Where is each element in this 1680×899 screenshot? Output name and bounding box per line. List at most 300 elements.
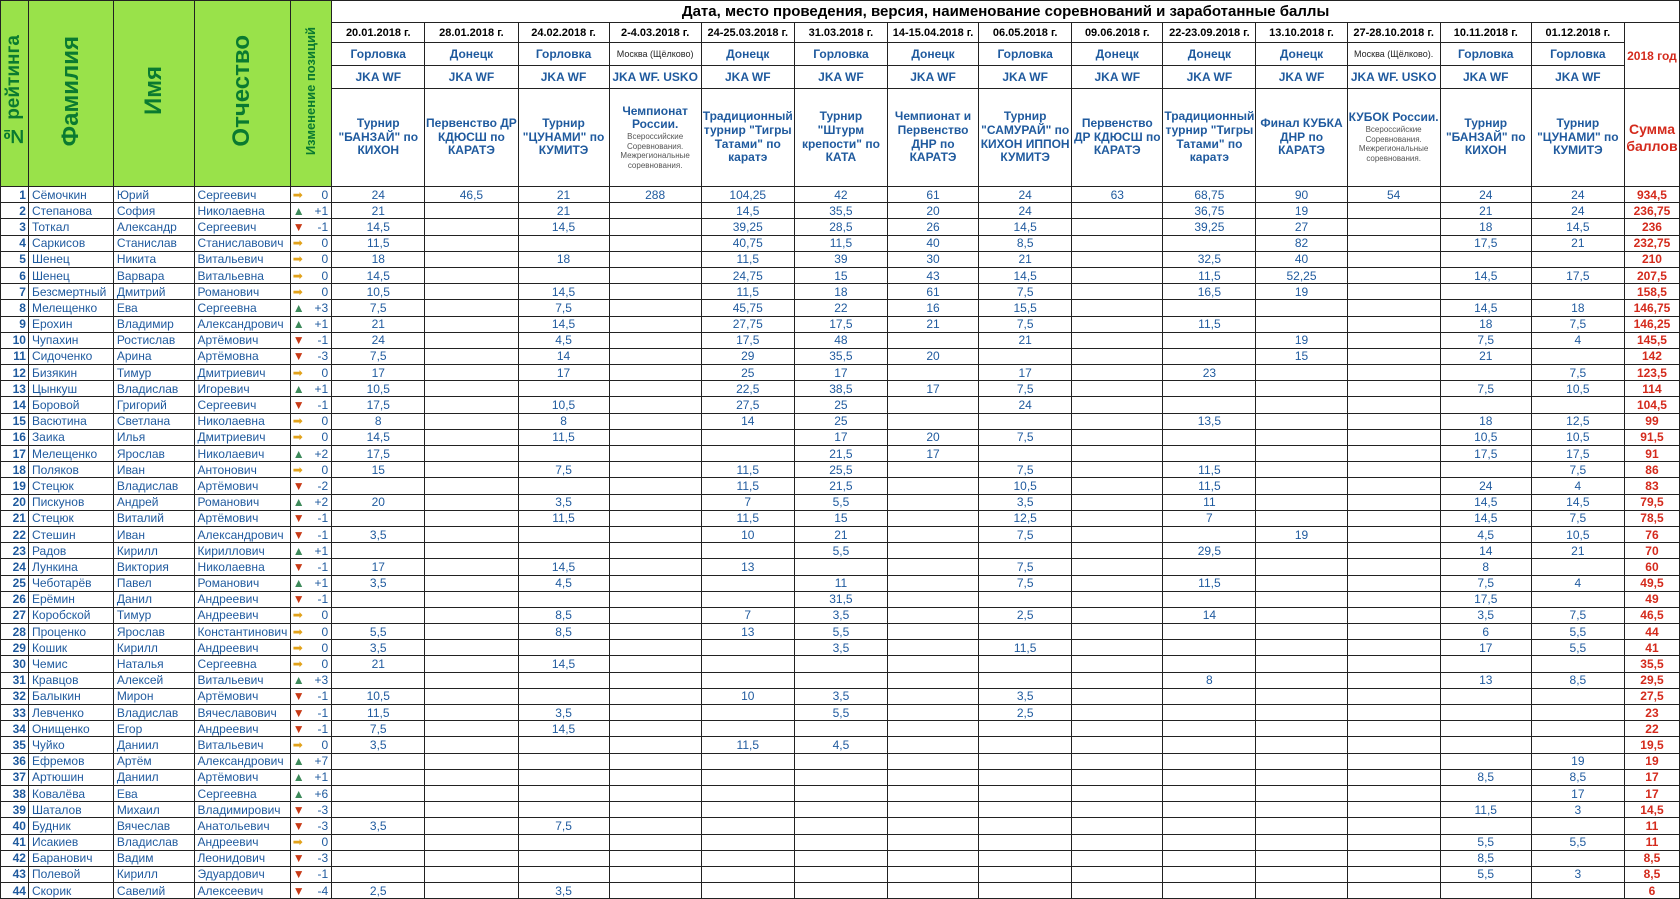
total-cell[interactable]: 17 [1624, 785, 1679, 801]
score-cell[interactable] [425, 446, 518, 462]
rank-cell[interactable]: 24 [1, 559, 29, 575]
score-cell[interactable]: 19 [1256, 284, 1347, 300]
name-cell[interactable]: Александр [113, 219, 194, 235]
patronymic-cell[interactable]: Витальевич [194, 737, 290, 753]
score-cell[interactable]: 11,5 [1440, 802, 1531, 818]
patronymic-cell[interactable]: Антонович [194, 462, 290, 478]
score-cell[interactable] [425, 591, 518, 607]
score-cell[interactable] [609, 866, 701, 882]
score-cell[interactable] [518, 688, 609, 704]
score-cell[interactable] [425, 413, 518, 429]
total-cell[interactable]: 145,5 [1624, 332, 1679, 348]
score-cell[interactable] [1072, 316, 1163, 332]
competition-name[interactable] [518, 89, 609, 187]
score-cell[interactable] [1347, 802, 1440, 818]
score-cell[interactable] [1072, 607, 1163, 623]
score-cell[interactable] [1347, 462, 1440, 478]
total-cell[interactable]: 41 [1624, 640, 1679, 656]
score-cell[interactable]: 2,5 [332, 883, 425, 899]
change-cell[interactable] [290, 267, 331, 283]
score-cell[interactable] [609, 332, 701, 348]
score-cell[interactable] [609, 251, 701, 267]
score-cell[interactable]: 29,5 [1163, 543, 1256, 559]
change-cell[interactable] [290, 478, 331, 494]
score-cell[interactable] [1072, 559, 1163, 575]
surname-cell[interactable]: Саркисов [28, 235, 113, 251]
surname-cell[interactable]: Исакиев [28, 834, 113, 850]
surname-cell[interactable]: Ерёмин [28, 591, 113, 607]
score-cell[interactable]: 14,5 [518, 284, 609, 300]
score-cell[interactable]: 39,25 [701, 219, 794, 235]
score-cell[interactable]: 27,5 [701, 397, 794, 413]
score-cell[interactable]: 27 [1256, 219, 1347, 235]
score-cell[interactable]: 14,5 [1440, 267, 1531, 283]
patronymic-cell[interactable]: Владимирович [194, 802, 290, 818]
score-cell[interactable] [1440, 705, 1531, 721]
score-cell[interactable] [1531, 688, 1624, 704]
table-title[interactable]: Дата, место проведения, версия, наименование соревнований и заработанные баллы [332, 1, 1680, 23]
change-cell[interactable] [290, 510, 331, 526]
score-cell[interactable] [425, 332, 518, 348]
patronymic-cell[interactable]: Артёмовна [194, 348, 290, 364]
score-cell[interactable]: 17 [1531, 785, 1624, 801]
score-cell[interactable]: 18 [332, 251, 425, 267]
score-cell[interactable]: 10,5 [332, 381, 425, 397]
patronymic-cell[interactable]: Николаевич [194, 446, 290, 462]
score-cell[interactable] [888, 656, 979, 672]
patronymic-cell[interactable]: Андреевич [194, 721, 290, 737]
score-cell[interactable]: 14,5 [701, 203, 794, 219]
score-cell[interactable]: 14,5 [518, 656, 609, 672]
score-cell[interactable] [701, 656, 794, 672]
score-cell[interactable]: 17 [888, 446, 979, 462]
score-cell[interactable]: 5,5 [794, 543, 887, 559]
score-cell[interactable]: 4 [1531, 478, 1624, 494]
score-cell[interactable]: 2,5 [979, 607, 1072, 623]
score-cell[interactable]: 4,5 [794, 737, 887, 753]
score-cell[interactable] [609, 834, 701, 850]
surname-cell[interactable]: Мелещенко [28, 300, 113, 316]
score-cell[interactable]: 17,5 [1440, 591, 1531, 607]
name-cell[interactable]: Вячеслав [113, 818, 194, 834]
rank-cell[interactable]: 39 [1, 802, 29, 818]
score-cell[interactable]: 39 [794, 251, 887, 267]
score-cell[interactable] [1163, 235, 1256, 251]
competition-city[interactable]: Донецк [888, 43, 979, 66]
score-cell[interactable]: 8,5 [1440, 850, 1531, 866]
patronymic-cell[interactable]: Андреевич [194, 834, 290, 850]
score-cell[interactable]: 21 [1531, 235, 1624, 251]
score-cell[interactable]: 3,5 [332, 575, 425, 591]
rank-cell[interactable]: 40 [1, 818, 29, 834]
total-cell[interactable]: 8,5 [1624, 866, 1679, 882]
score-cell[interactable]: 21,5 [794, 446, 887, 462]
score-cell[interactable]: 104,25 [701, 187, 794, 203]
surname-cell[interactable]: Шенец [28, 251, 113, 267]
score-cell[interactable] [1163, 656, 1256, 672]
score-cell[interactable] [1347, 753, 1440, 769]
score-cell[interactable]: 25 [794, 397, 887, 413]
score-cell[interactable] [1163, 559, 1256, 575]
change-cell[interactable] [290, 656, 331, 672]
rank-cell[interactable]: 33 [1, 705, 29, 721]
score-cell[interactable] [425, 526, 518, 542]
score-cell[interactable] [425, 640, 518, 656]
score-cell[interactable] [1347, 672, 1440, 688]
competition-version[interactable]: JKA WF. USKO [609, 66, 701, 89]
score-cell[interactable] [979, 591, 1072, 607]
score-cell[interactable] [1072, 883, 1163, 899]
score-cell[interactable] [1072, 332, 1163, 348]
total-cell[interactable]: 104,5 [1624, 397, 1679, 413]
score-cell[interactable]: 25,5 [794, 462, 887, 478]
score-cell[interactable] [1256, 818, 1347, 834]
score-cell[interactable]: 18 [1531, 300, 1624, 316]
surname-cell[interactable]: Боровой [28, 397, 113, 413]
score-cell[interactable] [888, 769, 979, 785]
score-cell[interactable] [425, 866, 518, 882]
rank-cell[interactable]: 10 [1, 332, 29, 348]
score-cell[interactable] [794, 721, 887, 737]
rank-cell[interactable]: 20 [1, 494, 29, 510]
score-cell[interactable] [1256, 688, 1347, 704]
total-cell[interactable]: 78,5 [1624, 510, 1679, 526]
score-cell[interactable]: 7,5 [1531, 607, 1624, 623]
score-cell[interactable] [1440, 753, 1531, 769]
score-cell[interactable] [609, 575, 701, 591]
total-cell[interactable]: 19 [1624, 753, 1679, 769]
score-cell[interactable] [1072, 753, 1163, 769]
surname-cell[interactable]: Артюшин [28, 769, 113, 785]
competition-name[interactable] [1163, 89, 1256, 187]
score-cell[interactable]: 5,5 [1531, 834, 1624, 850]
score-cell[interactable] [1256, 316, 1347, 332]
score-cell[interactable] [609, 365, 701, 381]
score-cell[interactable]: 7,5 [979, 526, 1072, 542]
surname-cell[interactable]: Шенец [28, 267, 113, 283]
change-cell[interactable] [290, 251, 331, 267]
score-cell[interactable] [979, 818, 1072, 834]
score-cell[interactable] [1440, 785, 1531, 801]
patronymic-cell[interactable]: Анатольевич [194, 818, 290, 834]
change-cell[interactable] [290, 591, 331, 607]
competition-date[interactable]: 24.02.2018 г. [518, 23, 609, 43]
name-cell[interactable]: Варвара [113, 267, 194, 283]
score-cell[interactable] [1163, 526, 1256, 542]
score-cell[interactable]: 24 [979, 203, 1072, 219]
score-cell[interactable] [1256, 672, 1347, 688]
name-cell[interactable]: Михаил [113, 802, 194, 818]
competition-date[interactable]: 27-28.10.2018 г. [1347, 23, 1440, 43]
score-cell[interactable] [1347, 381, 1440, 397]
score-cell[interactable]: 21 [1440, 348, 1531, 364]
name-cell[interactable]: Иван [113, 462, 194, 478]
rank-cell[interactable]: 17 [1, 446, 29, 462]
score-cell[interactable] [888, 575, 979, 591]
score-cell[interactable] [1072, 267, 1163, 283]
total-cell[interactable]: 49,5 [1624, 575, 1679, 591]
score-cell[interactable]: 10,5 [332, 688, 425, 704]
score-cell[interactable] [1347, 850, 1440, 866]
score-cell[interactable]: 35,5 [794, 348, 887, 364]
score-cell[interactable]: 46,5 [425, 187, 518, 203]
score-cell[interactable]: 63 [1072, 187, 1163, 203]
change-cell[interactable] [290, 818, 331, 834]
change-cell[interactable] [290, 672, 331, 688]
change-cell[interactable] [290, 575, 331, 591]
competition-name[interactable] [1072, 89, 1163, 187]
name-cell[interactable]: Артём [113, 753, 194, 769]
score-cell[interactable] [518, 672, 609, 688]
score-cell[interactable] [888, 866, 979, 882]
total-cell[interactable]: 23 [1624, 705, 1679, 721]
patronymic-cell[interactable]: Сергеевна [194, 785, 290, 801]
change-cell[interactable] [290, 316, 331, 332]
score-cell[interactable] [1072, 640, 1163, 656]
header-surname[interactable]: Фамилия [28, 1, 113, 187]
score-cell[interactable]: 23 [1163, 365, 1256, 381]
score-cell[interactable] [1531, 397, 1624, 413]
score-cell[interactable] [1347, 866, 1440, 882]
score-cell[interactable] [1072, 235, 1163, 251]
score-cell[interactable] [1531, 737, 1624, 753]
patronymic-cell[interactable]: Андреевич [194, 640, 290, 656]
score-cell[interactable]: 11,5 [701, 478, 794, 494]
total-cell[interactable]: 99 [1624, 413, 1679, 429]
score-cell[interactable] [1256, 850, 1347, 866]
score-cell[interactable] [609, 235, 701, 251]
score-cell[interactable]: 43 [888, 267, 979, 283]
score-cell[interactable] [701, 672, 794, 688]
score-cell[interactable]: 27,75 [701, 316, 794, 332]
score-cell[interactable] [1072, 543, 1163, 559]
score-cell[interactable]: 4 [1531, 332, 1624, 348]
score-cell[interactable] [425, 478, 518, 494]
rank-cell[interactable]: 4 [1, 235, 29, 251]
surname-cell[interactable]: Сидоченко [28, 348, 113, 364]
rank-cell[interactable]: 16 [1, 429, 29, 445]
score-cell[interactable] [1163, 624, 1256, 640]
score-cell[interactable] [1347, 591, 1440, 607]
score-cell[interactable] [1163, 721, 1256, 737]
score-cell[interactable]: 7,5 [518, 818, 609, 834]
competition-city[interactable]: Донецк [425, 43, 518, 66]
score-cell[interactable]: 17 [332, 559, 425, 575]
score-cell[interactable]: 14,5 [518, 559, 609, 575]
score-cell[interactable] [979, 446, 1072, 462]
score-cell[interactable]: 21 [332, 316, 425, 332]
score-cell[interactable] [979, 413, 1072, 429]
score-cell[interactable] [609, 429, 701, 445]
score-cell[interactable]: 11,5 [701, 251, 794, 267]
score-cell[interactable] [1163, 883, 1256, 899]
score-cell[interactable] [425, 203, 518, 219]
score-cell[interactable] [701, 721, 794, 737]
score-cell[interactable] [1440, 462, 1531, 478]
surname-cell[interactable]: Чупахин [28, 332, 113, 348]
competition-version[interactable]: JKA WF [332, 66, 425, 89]
score-cell[interactable] [888, 591, 979, 607]
score-cell[interactable] [518, 850, 609, 866]
score-cell[interactable] [332, 769, 425, 785]
score-cell[interactable] [425, 883, 518, 899]
competition-date[interactable]: 22-23.09.2018 г. [1163, 23, 1256, 43]
score-cell[interactable] [1347, 219, 1440, 235]
score-cell[interactable] [425, 705, 518, 721]
change-cell[interactable] [290, 834, 331, 850]
change-cell[interactable] [290, 446, 331, 462]
score-cell[interactable] [1072, 866, 1163, 882]
score-cell[interactable] [1256, 429, 1347, 445]
score-cell[interactable] [332, 850, 425, 866]
score-cell[interactable] [1440, 883, 1531, 899]
score-cell[interactable] [701, 785, 794, 801]
score-cell[interactable]: 14 [1440, 543, 1531, 559]
score-cell[interactable] [701, 850, 794, 866]
patronymic-cell[interactable]: Артёмович [194, 478, 290, 494]
rank-cell[interactable]: 44 [1, 883, 29, 899]
score-cell[interactable] [888, 737, 979, 753]
score-cell[interactable]: 15 [794, 510, 887, 526]
score-cell[interactable] [888, 494, 979, 510]
score-cell[interactable]: 7,5 [979, 575, 1072, 591]
score-cell[interactable] [1256, 559, 1347, 575]
rank-cell[interactable]: 36 [1, 753, 29, 769]
score-cell[interactable] [1347, 300, 1440, 316]
score-cell[interactable] [979, 834, 1072, 850]
score-cell[interactable] [1163, 785, 1256, 801]
rank-cell[interactable]: 25 [1, 575, 29, 591]
score-cell[interactable] [794, 769, 887, 785]
competition-name[interactable] [1256, 89, 1347, 187]
score-cell[interactable] [1531, 251, 1624, 267]
score-cell[interactable]: 8,5 [518, 624, 609, 640]
score-cell[interactable]: 7,5 [1531, 462, 1624, 478]
competition-city[interactable]: Донецк [1072, 43, 1163, 66]
score-cell[interactable]: 3,5 [518, 494, 609, 510]
score-cell[interactable] [425, 785, 518, 801]
surname-cell[interactable]: Тоткал [28, 219, 113, 235]
score-cell[interactable] [609, 656, 701, 672]
score-cell[interactable] [609, 591, 701, 607]
score-cell[interactable]: 14,5 [979, 219, 1072, 235]
score-cell[interactable]: 14,5 [332, 267, 425, 283]
total-cell[interactable]: 91 [1624, 446, 1679, 462]
patronymic-cell[interactable]: Сергеевна [194, 656, 290, 672]
score-cell[interactable] [1256, 591, 1347, 607]
name-cell[interactable]: Станислав [113, 235, 194, 251]
score-cell[interactable]: 28,5 [794, 219, 887, 235]
score-cell[interactable] [1163, 737, 1256, 753]
score-cell[interactable]: 3,5 [518, 883, 609, 899]
score-cell[interactable] [888, 785, 979, 801]
score-cell[interactable] [1531, 284, 1624, 300]
surname-cell[interactable]: Чеботарёв [28, 575, 113, 591]
score-cell[interactable]: 8,5 [518, 607, 609, 623]
competition-city[interactable]: Горловка [1531, 43, 1624, 66]
score-cell[interactable] [888, 559, 979, 575]
score-cell[interactable] [888, 640, 979, 656]
patronymic-cell[interactable]: Игоревич [194, 381, 290, 397]
rank-cell[interactable]: 41 [1, 834, 29, 850]
total-cell[interactable]: 6 [1624, 883, 1679, 899]
patronymic-cell[interactable]: Артёмович [194, 332, 290, 348]
score-cell[interactable]: 15 [332, 462, 425, 478]
score-cell[interactable] [1347, 348, 1440, 364]
score-cell[interactable] [1347, 494, 1440, 510]
competition-date[interactable]: 01.12.2018 г. [1531, 23, 1624, 43]
total-cell[interactable]: 158,5 [1624, 284, 1679, 300]
score-cell[interactable] [1163, 688, 1256, 704]
score-cell[interactable] [425, 624, 518, 640]
competition-version[interactable]: JKA WF [1440, 66, 1531, 89]
score-cell[interactable]: 17,5 [332, 446, 425, 462]
patronymic-cell[interactable]: Николаевна [194, 413, 290, 429]
score-cell[interactable]: 3,5 [979, 688, 1072, 704]
score-cell[interactable] [1072, 705, 1163, 721]
score-cell[interactable] [1347, 478, 1440, 494]
total-cell[interactable]: 8,5 [1624, 850, 1679, 866]
score-cell[interactable] [1531, 818, 1624, 834]
score-cell[interactable] [701, 446, 794, 462]
score-cell[interactable] [888, 526, 979, 542]
rank-cell[interactable]: 14 [1, 397, 29, 413]
score-cell[interactable] [609, 510, 701, 526]
patronymic-cell[interactable]: Вячеславович [194, 705, 290, 721]
score-cell[interactable] [518, 834, 609, 850]
score-cell[interactable] [1531, 591, 1624, 607]
patronymic-cell[interactable]: Витальевна [194, 267, 290, 283]
score-cell[interactable] [425, 753, 518, 769]
change-cell[interactable] [290, 883, 331, 899]
score-cell[interactable] [701, 753, 794, 769]
score-cell[interactable]: 7,5 [1440, 332, 1531, 348]
score-cell[interactable] [888, 818, 979, 834]
competition-city[interactable]: Горловка [1440, 43, 1531, 66]
score-cell[interactable] [1347, 607, 1440, 623]
change-cell[interactable] [290, 300, 331, 316]
score-cell[interactable]: 7,5 [979, 462, 1072, 478]
score-cell[interactable]: 20 [888, 348, 979, 364]
score-cell[interactable] [1163, 591, 1256, 607]
score-cell[interactable]: 18 [1440, 413, 1531, 429]
rank-cell[interactable]: 34 [1, 721, 29, 737]
score-cell[interactable] [425, 656, 518, 672]
change-cell[interactable] [290, 802, 331, 818]
score-cell[interactable] [425, 300, 518, 316]
score-cell[interactable] [609, 818, 701, 834]
score-cell[interactable]: 21 [1531, 543, 1624, 559]
score-cell[interactable] [1072, 413, 1163, 429]
patronymic-cell[interactable]: Дмитриевич [194, 429, 290, 445]
score-cell[interactable] [1347, 834, 1440, 850]
patronymic-cell[interactable]: Артёмович [194, 688, 290, 704]
competition-version[interactable]: JKA WF [1256, 66, 1347, 89]
score-cell[interactable] [425, 802, 518, 818]
rank-cell[interactable]: 15 [1, 413, 29, 429]
score-cell[interactable] [1072, 429, 1163, 445]
rank-cell[interactable]: 22 [1, 526, 29, 542]
competition-date[interactable]: 28.01.2018 г. [425, 23, 518, 43]
score-cell[interactable] [332, 672, 425, 688]
score-cell[interactable] [425, 365, 518, 381]
score-cell[interactable] [888, 478, 979, 494]
score-cell[interactable] [332, 543, 425, 559]
score-cell[interactable]: 21 [518, 203, 609, 219]
score-cell[interactable] [609, 203, 701, 219]
score-cell[interactable] [1347, 785, 1440, 801]
score-cell[interactable]: 26 [888, 219, 979, 235]
